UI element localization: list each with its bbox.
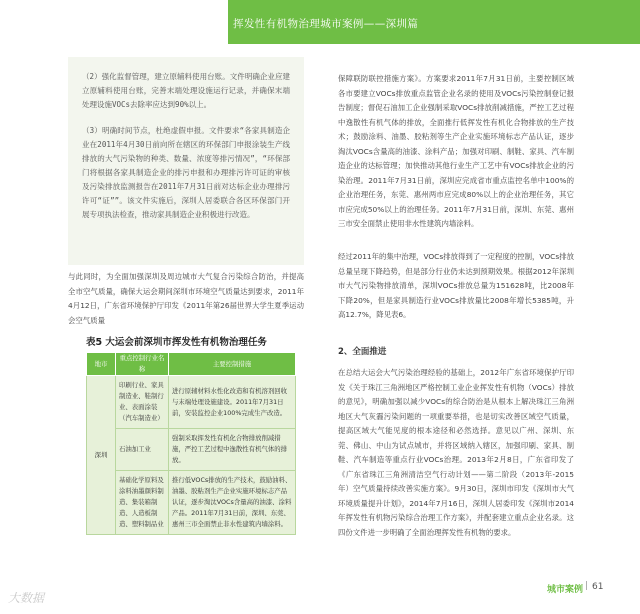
table-cell-city: 深圳 bbox=[87, 376, 116, 535]
right-body-column-top bbox=[338, 72, 574, 232]
right-body-column-bottom bbox=[338, 366, 574, 540]
quote-paragraph-1: （2）强化监督管理，建立原辅料使用台账。文件明确企业应建立原辅料使用台账，完善末端处理设施运行记录，并确保末端处理设施VOCs去除率应达到90%以上。 bbox=[82, 72, 290, 109]
left-body-paragraph: 与此同时，为全面加强深圳及周边城市大气复合污染综合防治，并提高全市空气质量，确保大运会期间深圳市环境空气质量达到要求，2011年4月12日，广东省环境保护厅印发《2011年第26届世界大学生夏季运动会空气质量 bbox=[68, 272, 304, 325]
table-cell-measure: 推行低VOCs排放的生产技术，鼓励油料、油墨、胶粘剂生产企业实施环境标志产品认证，逐步淘汰VOCs含量高的油漆、涂料产品。2011年7月31日前，深圳、东莞、惠州三市全面禁止非水性建筑内墙涂料。 bbox=[169, 471, 296, 535]
table-header-industry: 重点控制行业名称 bbox=[116, 353, 169, 376]
policy-quote-text bbox=[68, 70, 304, 234]
page-number: 61 bbox=[592, 582, 604, 592]
table-row bbox=[87, 429, 296, 471]
table-header-row bbox=[87, 353, 296, 376]
table-header-measures: 主要控制措施 bbox=[169, 353, 296, 376]
table-header-city: 地市 bbox=[87, 353, 116, 376]
control-task-table bbox=[86, 352, 296, 535]
right-body-paragraph-2: 经过2011年的集中治理，VOCs排放得到了一定程度的控制，VOCs排放总量呈现下降趋势，但是部分行业仍未达到预期效果。根据2012年深圳市大气污染物排放清单，深圳VOCs排放总量为151628吨，比2008年下降20%，但是家具制造行业VOCs排放量比2008年增长5385吨，升高12.7%，降见表6。 bbox=[338, 252, 574, 319]
section-heading: 2、全面推进 bbox=[338, 347, 387, 357]
page-header-title: 挥发性有机物治理城市案例——深圳篇 bbox=[233, 18, 419, 30]
table-row bbox=[87, 471, 296, 535]
footer-separator: | bbox=[585, 581, 589, 591]
table-cell-measure: 进行原辅材料水性化改造和有机溶剂回收与末端处理设施建设。2011年7月31日前，安装监控企业100%完成生产改造。 bbox=[169, 376, 296, 429]
table-cell-industry: 印刷行业、家具制造业、鞋制行业、表面涂装（汽车制造业） bbox=[116, 376, 169, 429]
right-body-paragraph-1: 保障联防联控措施方案》。方案要求2011年7月31日前，主要控制区域各市要建立VOCs排放重点监管企业名录的使用及VOCs污染控制登记报告制度；督促石油加工企业强制采取VOCs排放削减措施，严控工艺过程中逸散性有机气体的排放，全面推行低挥发性有机化合物排放的生产技术；鼓励涂料、油墨、胶粘剂等生产企业实施环境标志产品认证，逐步淘汰VOCs含量高的油漆、涂料产品；加强对印刷、制鞋、家具、汽车制造企业的达标管理；加快推动其他行业生产工艺中有VOCs排放企业的污染治理。2011年7月31日前，深圳应完成省市重点监控名单中100%的企业治理任务，东莞、惠州两市应完成80%以上的企业治理任务，其它市应完成50%以上的治理任务。2011年7月31日前，深圳、东莞、惠州三市安全面禁止使用非水性建筑内墙涂料。 bbox=[338, 74, 574, 228]
quote-paragraph-2: （3）明确时间节点，杜绝虚假申报。文件要求“各家具制造企业在2011年4月30日前向所在辖区的环保部门申报涂装生产线排放的大气污染物的种类、数量、浓度等排污情况”，“环保部门将根据各家具制造企业的排污申报和办理排污许可证的审核及污染排放监测报告在2011年7月31日前对达标企业办理排污许可“证””。该文件实施后，深圳人居委联合各区环保部门开展专项执法检查，推动家具制造企业积极进行改造。 bbox=[82, 126, 290, 219]
watermark-logo: 大数据 bbox=[8, 591, 45, 605]
table-cell-industry: 基础化学原料及涂料油墨颜料制造、集装箱制造、人造板制造、塑料制品业 bbox=[116, 471, 169, 535]
footer-section-label: 城市案例 bbox=[547, 585, 584, 595]
right-body-paragraph-3: 在总结大运会大气污染治理经验的基础上，2012年广东省环境保护厅印发《关于珠江三角洲地区严格控制工业企业挥发性有机物（VOCs）排放的意见》，明确加强以减少VOCs的综合防治是从根本上解决珠江三角洲地区大气灰霾污染问题的一项重要举措，也是切实改善区域空气质量，提高区域大气能见度的根本途径和必然选择。意见以广州、深圳、东莞、佛山、中山为试点城市，并将区域纳入辖区，加强印刷、家具、制鞋、汽车制造等重点行业VOCs治理。2013年2月8日，广东省印发了《广东省珠江三角洲清洁空气行动计划——第二阶段（2013年-2015年）空气质量持续改善实施方案》。9月30日，深圳市印发《深圳市大气环境质量提升计划》，2014年7月16日，深圳人居委印发《深圳市2014年挥发性有机物污染综合治理工作方案》，并配套建立重点企业名录。这四份文件进一步明确了全面治理挥发性有机物的要求。 bbox=[338, 368, 574, 537]
table-row bbox=[87, 376, 296, 429]
table-title: 表5 大运会前深圳市挥发性有机物治理任务 bbox=[86, 337, 267, 348]
right-body-column-mid bbox=[338, 250, 574, 323]
table-cell-measure: 强制采取挥发性有机化合物排放削减措施，严控工艺过程中逸散性有机气体的排放。 bbox=[169, 429, 296, 471]
left-body-column bbox=[68, 270, 304, 328]
table-cell-industry: 石油加工业 bbox=[116, 429, 169, 471]
